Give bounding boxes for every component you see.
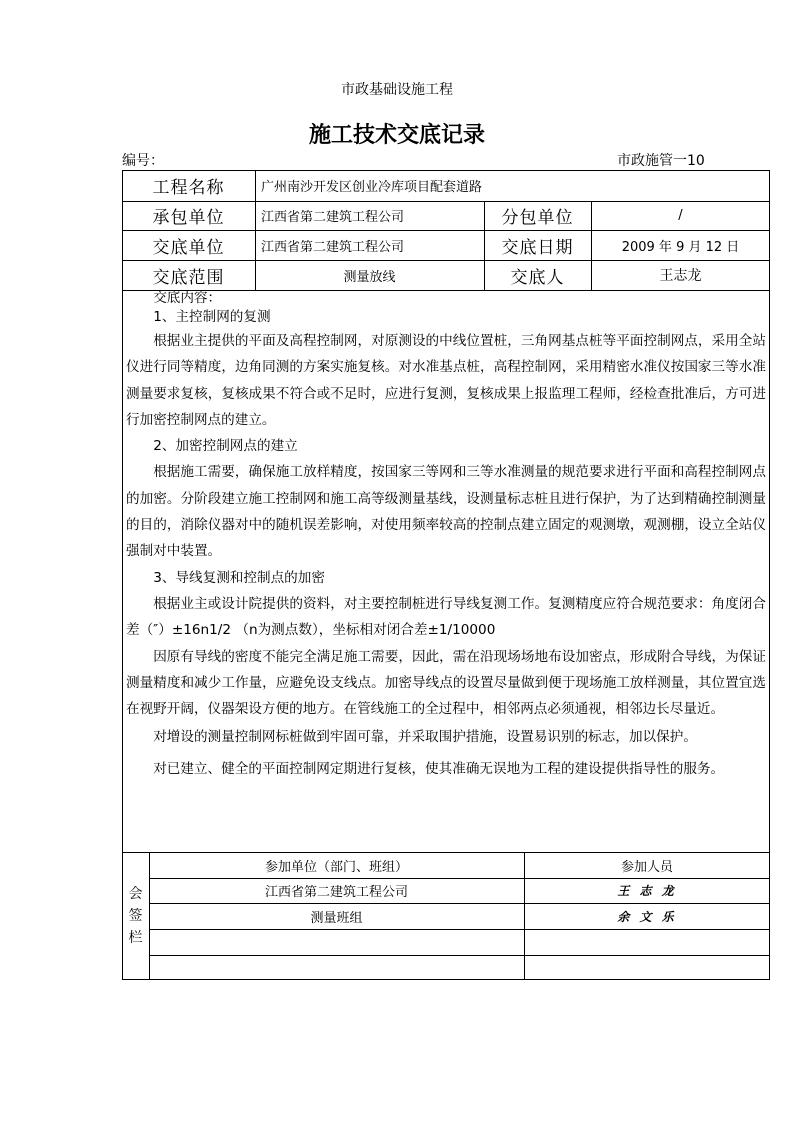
handover-unit-value: 江西省第二建筑工程公司 xyxy=(261,239,405,255)
document-subtitle: 市政基础设施工程 xyxy=(341,82,453,98)
handover-unit-label: 交底单位 xyxy=(152,237,225,258)
signoff-person-cell xyxy=(524,929,770,955)
signoff-unit-cell: 测量班组 xyxy=(310,910,363,926)
scope-value: 测量放线 xyxy=(343,269,396,285)
document-title: 施工技术交底记录 xyxy=(308,122,485,148)
section-heading-2: 2、加密控制网点的建立 xyxy=(153,438,298,455)
number-value: 市政施管一10 xyxy=(617,153,705,169)
section-heading-3: 3、导线复测和控制点的加密 xyxy=(153,569,325,586)
content-paragraph: 根据业主提供的平面及高程控制网，对原测设的中线位置桩，三角网基点桩等平面控制网点，采用全站仪进行同等精度，边角同测的方案实施复核。对水准基点桩，高程控制网，采用精密水准仪按国家三等水准测量要求复核，复核成果不符合或不足时，应进行复测，复核成果上报监理工程师，经检查批准后，方可进行加密控制网点的建立。 xyxy=(126,333,766,428)
contractor-value: 江西省第二建筑工程公司 xyxy=(261,210,405,225)
handover-content xyxy=(126,290,766,786)
number-label: 编号： xyxy=(122,153,164,169)
signature: 余 文 乐 xyxy=(617,909,677,924)
person-label: 交底人 xyxy=(510,267,565,288)
content-heading: 交底内容： xyxy=(153,290,222,306)
signoff-person-header: 参加人员 xyxy=(620,859,673,875)
subcontractor-label: 分包单位 xyxy=(501,208,574,228)
signoff-unit-header: 参加单位（部门、班组） xyxy=(264,859,408,875)
project-name-value: 广州南沙开发区创业冷库项目配套道路 xyxy=(261,180,483,195)
handover-date-label: 交底日期 xyxy=(501,237,574,258)
signature: 王 志 龙 xyxy=(617,884,677,898)
signoff-unit-cell: 江西省第二建筑工程公司 xyxy=(264,885,408,900)
content-paragraph: 根据施工需要，确保施工放样精度，按国家三等网和三等水准测量的规范要求进行平面和高程控制网点的加密。分阶段建立施工控制网和施工高等级测量基线，设测量标志桩且进行保护，为了达到精确控制测量的目的，消除仪器对中的随机误差影响，对使用频率较高的控制点建立固定的观测墩，观测棚，设立全站仪强制对中装置。 xyxy=(126,464,766,560)
content-paragraph: 对增设的测量控制网标桩做到牢固可靠，并采取围护措施，设置易识别的标志，加以保护。 xyxy=(153,729,697,746)
signoff-side-label: 会 签 栏 xyxy=(128,886,143,946)
scope-label: 交底范围 xyxy=(152,267,225,288)
signoff-person-cell xyxy=(524,955,770,980)
contractor-label: 承包单位 xyxy=(152,208,225,228)
content-paragraph: 因原有导线的密度不能完全满足施工需要，因此，需在沿现场场地布设加密点，形成附合导线，为保证测量精度和减少工作量，应避免设支线点。加密导线点的设置尽量做到便于现场施工放样测量，其位置宜选在视野开阔，仪器架设方便的地方。在管线施工的全过程中，相邻两点必须通视，相邻边长尽量近。 xyxy=(126,648,766,718)
handover-date-value: 2009 年 9 月 12 日 xyxy=(621,239,740,255)
content-paragraph: 对已建立、健全的平面控制网定期进行复核，使其准确无误地为工程的建设提供指导性的服务。 xyxy=(153,761,725,778)
signoff-unit-cell xyxy=(149,929,524,955)
project-name-label: 工程名称 xyxy=(152,178,225,198)
subcontractor-value: / xyxy=(678,208,683,223)
person-value: 王志龙 xyxy=(659,268,702,284)
content-paragraph: 根据业主或设计院提供的资料，对主要控制桩进行导线复测工作。复测精度应符合规范要求：角度闭合差（″）±16n1/2 （n为测点数），坐标相对闭合差±1/10000 xyxy=(126,595,766,639)
section-heading-1: 1、主控制网的复测 xyxy=(153,309,271,325)
signoff-unit-cell xyxy=(149,955,524,980)
